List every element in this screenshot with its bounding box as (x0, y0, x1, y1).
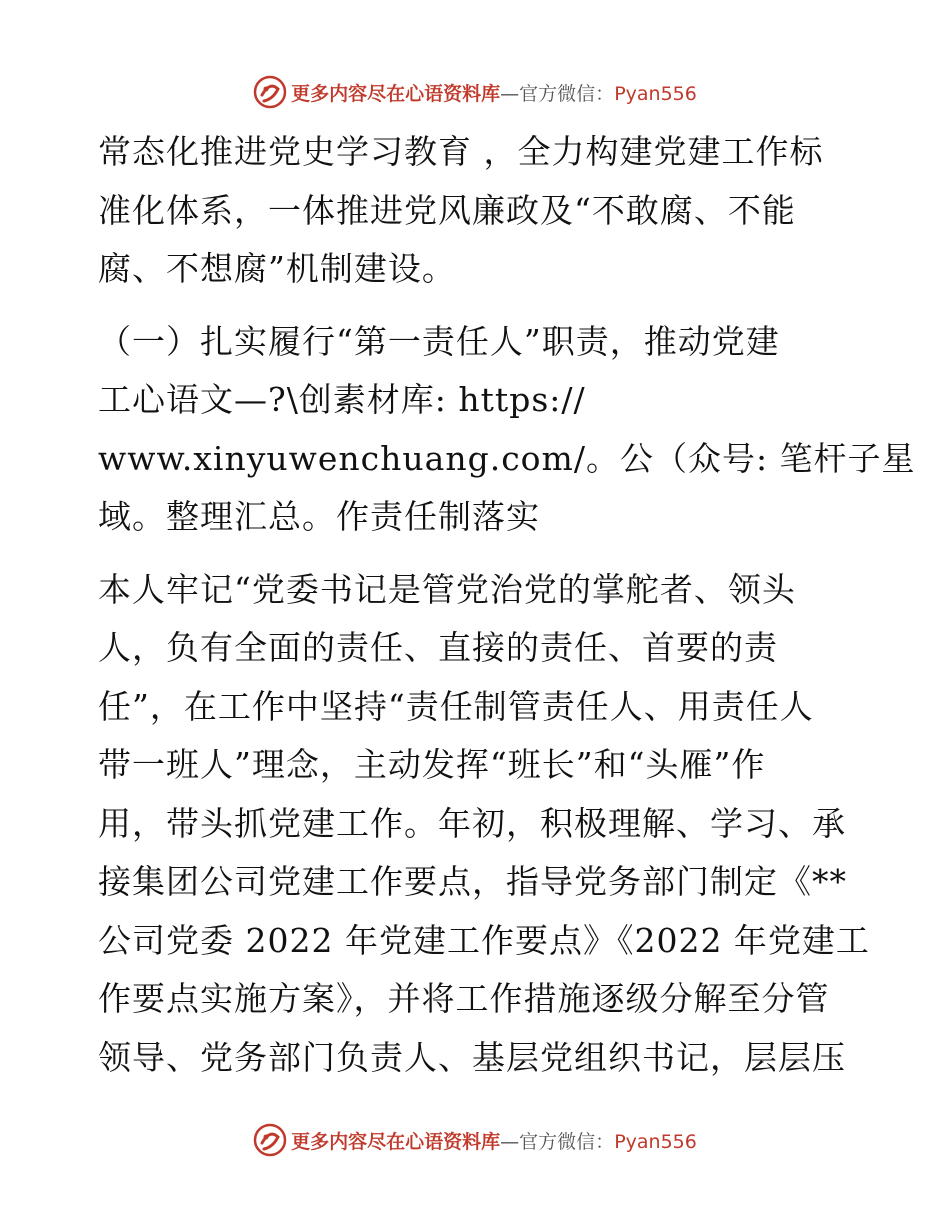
text-line: 域。整理汇总。作责任制落实 (98, 497, 540, 536)
text-line: 人，负有全面的责任、直接的责任、首要的责 (98, 628, 778, 667)
text-line: 用，带头抓党建工作。年初，积极理解、学习、承 (98, 803, 846, 843)
text-line: 准化体系，一体推进党风廉政及“不敢腐、不能 (98, 190, 796, 230)
banner-wechat-id: Pyan556 (614, 1130, 697, 1153)
banner-separator: — (500, 1130, 520, 1153)
xinyu-logo-icon (253, 1123, 287, 1157)
paragraph-3 (98, 561, 870, 1088)
footer-banner (0, 1120, 950, 1160)
text-line: 领导、党务部门负责人、基层党组织书记，层层压 (98, 1037, 846, 1077)
text-line: 任”，在工作中坚持“责任制管责任人、用责任人 (98, 686, 814, 726)
banner-wechat-label: 官方微信： (519, 82, 615, 105)
text-line: 常态化推进党史学习教育 ，全力构建党建工作标 (98, 132, 824, 171)
banner-wechat-id: Pyan556 (614, 82, 697, 105)
text-line: 本人牢记“党委书记是管党治党的掌舵者、领头 (98, 569, 796, 609)
text-line: （一）扎实履行“第一责任人”职责，推动党建 (98, 321, 780, 361)
banner-separator: — (500, 82, 520, 105)
header-banner (0, 72, 950, 112)
text-line: 接集团公司党建工作要点，指导党务部门制定《** (98, 862, 847, 901)
text-line: www.xinyuwenchuang.com/。公（众号: 笔杆子星 (98, 438, 916, 478)
text-line: 工心语文—?\创素材库: https:// (98, 380, 586, 419)
document-body (98, 123, 916, 1087)
banner-main: 更多内容尽在心语资料库 (291, 82, 501, 105)
text-line: 腐、不想腐”机制建设。 (98, 249, 456, 288)
banner-wechat-label: 官方微信： (519, 1130, 615, 1153)
xinyu-logo-icon (253, 75, 287, 109)
banner-text (291, 79, 697, 106)
banner-text (291, 1127, 697, 1154)
text-line: 带一班人”理念，主动发挥“班长”和“头雁”作 (98, 745, 766, 784)
banner-main: 更多内容尽在心语资料库 (291, 1130, 501, 1153)
paragraph-1 (98, 123, 858, 299)
text-line: 公司党委 2022 年党建工作要点》《2022 年党建工 (98, 920, 870, 960)
text-line: 作要点实施方案》，并将工作措施逐级分解至分管 (98, 979, 830, 1018)
paragraph-2-heading (98, 313, 916, 547)
